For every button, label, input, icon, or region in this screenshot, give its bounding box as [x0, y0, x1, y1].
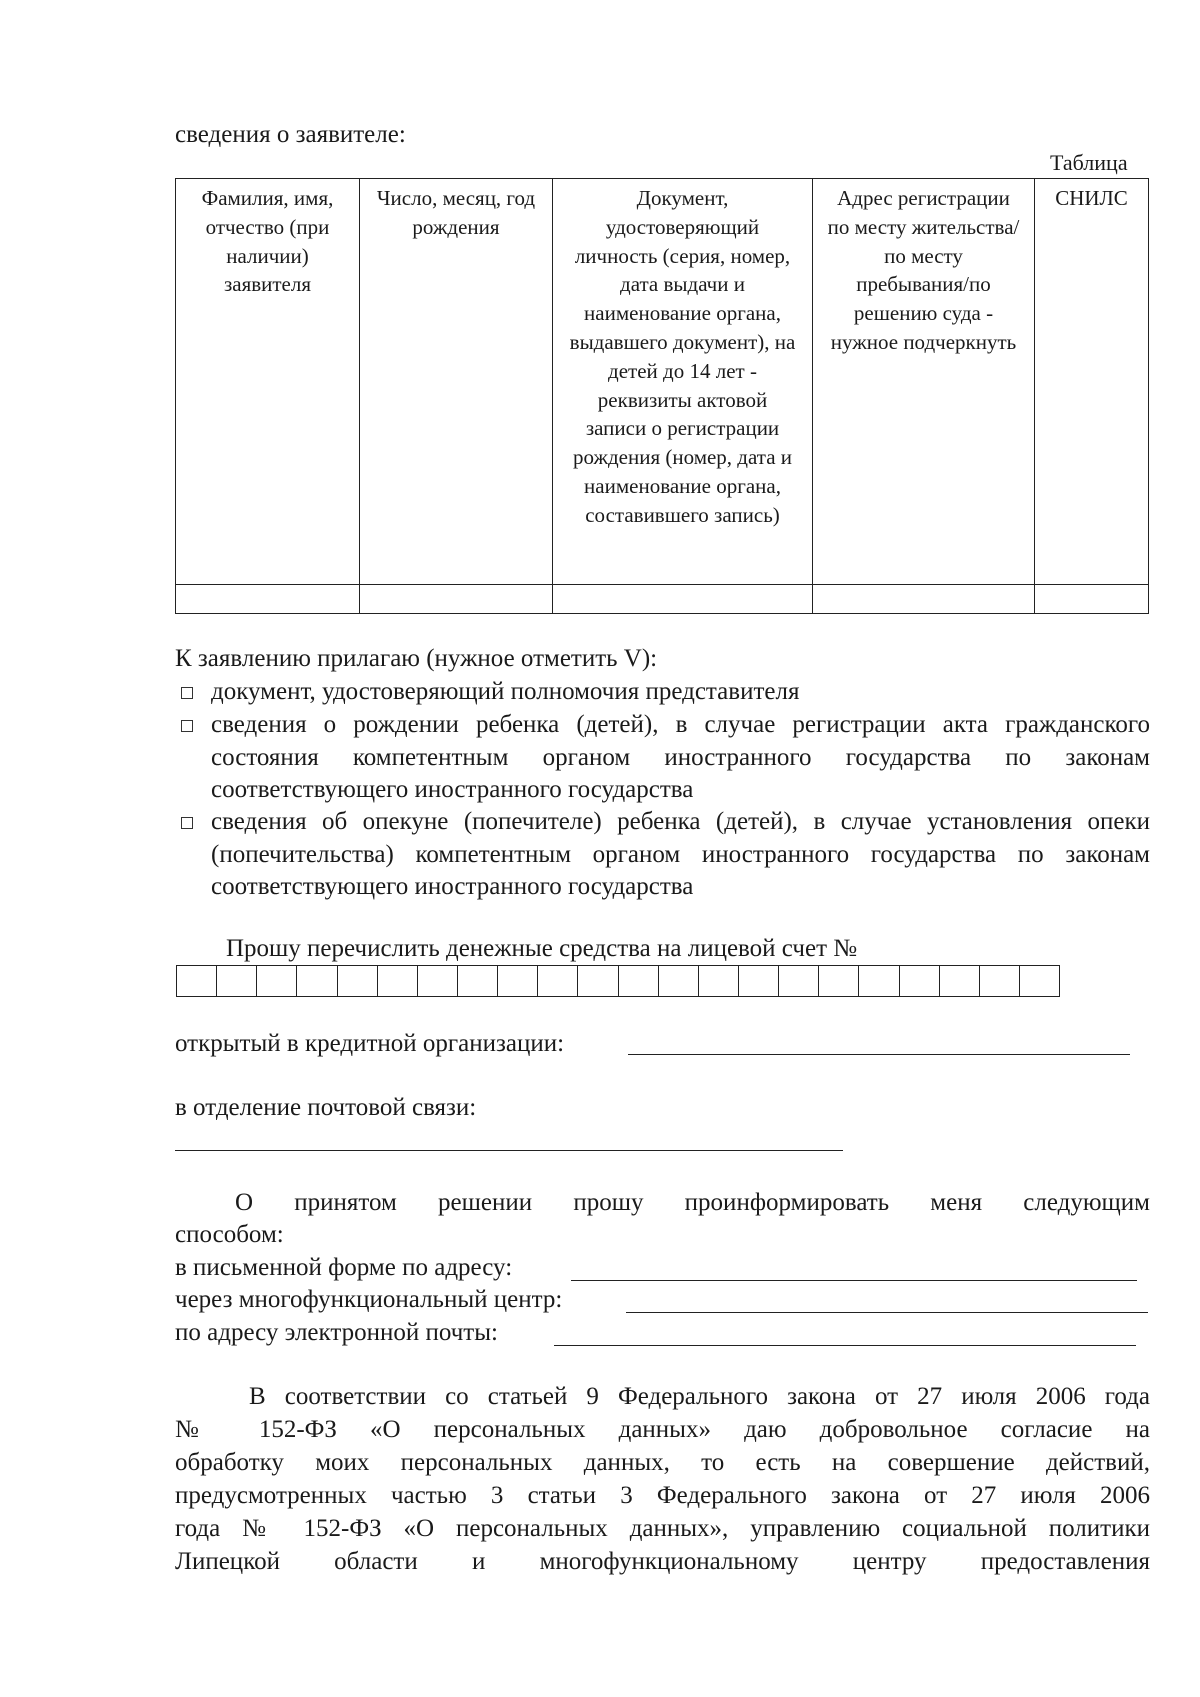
account-digit-box[interactable] [940, 966, 980, 996]
header-birth-date: Число, месяц, год рождения [360, 179, 553, 585]
applicant-table [175, 178, 1149, 614]
consent-line-1: В соответствии со статьей 9 Федерального закона от 27 июля 2006 года [249, 1383, 1150, 1410]
account-digit-box[interactable] [338, 966, 378, 996]
mfc-line[interactable] [626, 1312, 1148, 1313]
table-caption: Таблица [1050, 150, 1128, 175]
header-registration-address: Адрес регистрации по месту жительства/по месту пребывания/по решению суда - нужное подчеркнуть [813, 179, 1035, 585]
consent-line-4: предусмотренных частью 3 статьи 3 Федерального закона от 27 июля 2006 [175, 1482, 1150, 1509]
consent-line-5: года № 152-ФЗ «О персональных данных», управлению социальной политики [175, 1515, 1150, 1542]
account-digit-box[interactable] [819, 966, 859, 996]
account-digit-box[interactable] [980, 966, 1020, 996]
cell-full-name[interactable] [176, 585, 360, 614]
written-address-line[interactable] [571, 1280, 1137, 1281]
account-digit-box[interactable] [297, 966, 337, 996]
attachments-intro: К заявлению прилагаю (нужное отметить V): [175, 645, 658, 672]
account-digit-box[interactable] [619, 966, 659, 996]
mfc-label: через многофункциональный центр: [175, 1286, 563, 1313]
section-heading: сведения о заявителе: [175, 121, 406, 148]
bank-label: открытый в кредитной организации: [175, 1030, 565, 1057]
account-digit-box[interactable] [498, 966, 538, 996]
email-label: по адресу электронной почты: [175, 1319, 498, 1346]
email-line[interactable] [554, 1345, 1136, 1346]
account-digit-box[interactable] [900, 966, 940, 996]
checkbox-representative[interactable] [181, 687, 193, 699]
attachment-label: документ, удостоверяющий полномочия представителя [211, 678, 800, 705]
account-digit-box[interactable] [578, 966, 618, 996]
account-digit-box[interactable] [538, 966, 578, 996]
header-snils: СНИЛС [1035, 179, 1149, 585]
cell-identity-document[interactable] [553, 585, 813, 614]
attachment-item-birth-info [175, 709, 1150, 807]
post-office-label: в отделение почтовой связи: [175, 1094, 477, 1121]
checkbox-birth-info[interactable] [181, 720, 193, 732]
attachment-item-guardian-info [175, 806, 1150, 904]
account-digit-box[interactable] [659, 966, 699, 996]
attachment-item-representative [175, 676, 1150, 709]
table-row [176, 585, 1149, 614]
account-digit-box[interactable] [458, 966, 498, 996]
written-form-label: в письменной форме по адресу: [175, 1254, 513, 1281]
account-digit-box[interactable] [257, 966, 297, 996]
account-digit-box[interactable] [177, 966, 217, 996]
table-header-row [176, 179, 1149, 585]
account-number-boxes[interactable] [176, 965, 1060, 997]
header-full-name: Фамилия, имя, отчество (при наличии) заявителя [176, 179, 360, 585]
cell-birth-date[interactable] [360, 585, 553, 614]
account-digit-box[interactable] [859, 966, 899, 996]
account-request-text: Прошу перечислить денежные средства на лицевой счет № [226, 935, 858, 962]
consent-line-2: № 152-ФЗ «О персональных данных» даю добровольное согласие на [175, 1416, 1150, 1443]
account-digit-box[interactable] [739, 966, 779, 996]
post-office-input-line[interactable] [175, 1150, 843, 1151]
bank-input-line[interactable] [628, 1054, 1130, 1055]
attachment-label: сведения об опекуне (попечителе) ребенка (детей), в случае установления опеки (попечительства) компетентным органом иностранного государства по законам соответствующего иностранного государства [211, 808, 1150, 900]
checkbox-guardian-info[interactable] [181, 817, 193, 829]
header-identity-document: Документ, удостоверяющий личность (серия, номер, дата выдачи и наименование органа, выдавшего документ), на детей до 14 лет - реквизиты актовой записи о регистрации рождения (номер, дата и наименование органа, составившего запись) [553, 179, 813, 585]
account-digit-box[interactable] [378, 966, 418, 996]
account-digit-box[interactable] [1020, 966, 1059, 996]
notification-intro: О принятом решении прошу проинформировать меня следующим [235, 1189, 1150, 1216]
account-digit-box[interactable] [418, 966, 458, 996]
account-digit-box[interactable] [779, 966, 819, 996]
cell-registration-address[interactable] [813, 585, 1035, 614]
account-digit-box[interactable] [217, 966, 257, 996]
notification-intro-cont: способом: [175, 1221, 284, 1248]
consent-line-3: обработку моих персональных данных, то есть на совершение действий, [175, 1449, 1150, 1476]
account-digit-box[interactable] [699, 966, 739, 996]
attachment-label: сведения о рождении ребенка (детей), в случае регистрации акта гражданского состояния компетентным органом иностранного государства по законам соответствующего иностранного государства [211, 711, 1150, 803]
consent-line-6: Липецкой области и многофункциональному центру предоставления [175, 1548, 1150, 1575]
cell-snils[interactable] [1035, 585, 1149, 614]
